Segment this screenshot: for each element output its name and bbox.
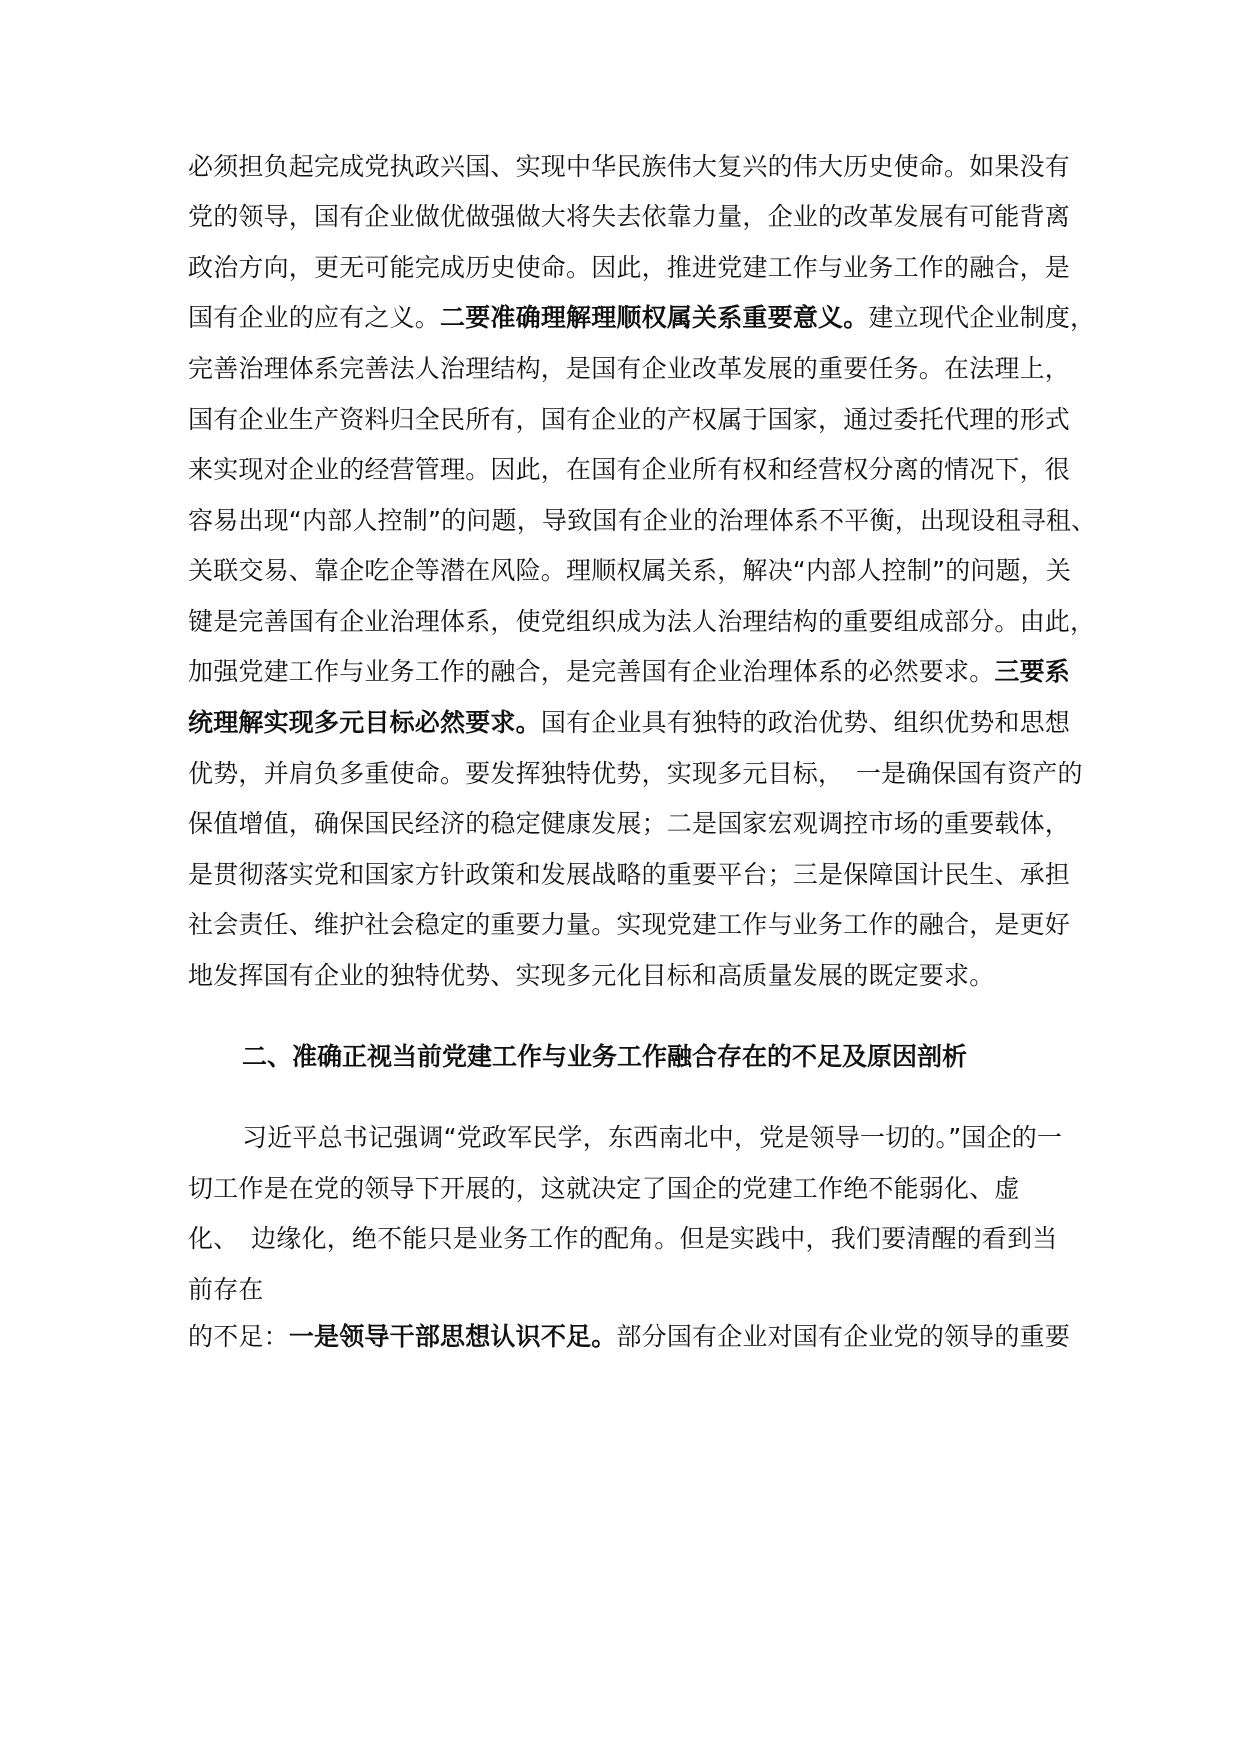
text-span: 国有企业具有独特的政治优势、组织优势和思想 xyxy=(540,708,1071,737)
text-span: 键是完善国有企业治理体系，使党组织成为法人治理结构的重要组成部分。由此， xyxy=(188,607,1096,636)
text-span: 优势，并肩负多重使命。要发挥独特优势，实现多元目标， 一是确保国有资产的 xyxy=(188,759,1083,788)
bold-point: 一是领导干部思想认识不足。 xyxy=(288,1322,617,1351)
text-line xyxy=(188,804,1071,844)
text-span: 的不足： xyxy=(188,1322,289,1351)
text-line xyxy=(188,450,1071,490)
text-span: 容易出现“内部人控制”的问题，导致国有企业的治理体系不平衡，出现设租寻租、 xyxy=(188,506,1097,535)
text-span: 保值增值，确保国民经济的稳定健康发展；二是国家宏观调控市场的重要载体， xyxy=(188,809,1071,838)
text-line xyxy=(188,1317,1071,1357)
text-span: 切工作是在党的领导下开展的，这就决定了国企的党建工作绝不能弱化、虚 xyxy=(188,1174,1020,1203)
text-span: 党的领导，国有企业做优做强做大将失去依靠力量，企业的改革发展有可能背离 xyxy=(188,202,1071,231)
text-span: 必须担负起完成党执政兴国、实现中华民族伟大复兴的伟大历史使命。如果没有 xyxy=(188,152,1071,181)
text-line xyxy=(188,754,1083,794)
text-line xyxy=(188,1169,1068,1209)
text-line xyxy=(188,349,1071,389)
text-span: 政治方向，更无可能完成历史使命。因此，推进党建工作与业务工作的融合，是 xyxy=(188,253,1071,282)
text-line xyxy=(188,400,1071,440)
text-line xyxy=(188,905,1071,945)
text-span: 关联交易、靠企吃企等潜在风险。理顺权属关系，解决“内部人控制”的问题，关 xyxy=(188,556,1072,585)
text-span: 前存在 xyxy=(188,1275,264,1304)
text-span: 化、 边缘化，绝不能只是业务工作的配角。但是实践中，我们要清醒的看到当 xyxy=(188,1224,1058,1253)
text-line xyxy=(188,1219,1068,1259)
text-span: 国有企业生产资料归全民所有，国有企业的产权属于国家，通过委托代理的形式 xyxy=(188,405,1071,434)
text-span: 部分国有企业对国有企业党的领导的重要 xyxy=(616,1322,1071,1351)
text-line xyxy=(188,298,1096,338)
text-line xyxy=(188,147,1071,187)
text-line xyxy=(242,1118,1122,1158)
text-line xyxy=(188,652,1071,692)
text-line xyxy=(188,197,1071,237)
bold-point: 统理解实现多元目标必然要求。 xyxy=(188,708,541,737)
text-span: 来实现对企业的经营管理。因此，在国有企业所有权和经营权分离的情况下，很 xyxy=(188,455,1071,484)
text-line xyxy=(188,855,1071,895)
text-span: 地发挥国有企业的独特优势、实现多元化目标和高质量发展的既定要求。 xyxy=(188,961,995,990)
text-span: 是贯彻落实党和国家方针政策和发展战略的重要平台；三是保障国计民生、承担 xyxy=(188,860,1071,889)
text-span: 习近平总书记强调“党政军民学，东西南北中，党是领导一切的。”国企的一 xyxy=(242,1123,1063,1152)
bold-point: 二要准确理解理顺权属关系重要意义。 xyxy=(440,303,869,332)
text-line xyxy=(188,551,1072,591)
text-span: 完善治理体系完善法人治理结构，是国有企业改革发展的重要任务。在法理上， xyxy=(188,354,1071,383)
bold-point: 三要系 xyxy=(994,657,1071,686)
text-span: 社会责任、维护社会稳定的重要力量。实现党建工作与业务工作的融合，是更好 xyxy=(188,910,1071,939)
text-line xyxy=(188,248,1071,288)
section-heading: 二、准确正视当前党建工作与业务工作融合存在的不足及原因剖析 xyxy=(242,1042,968,1071)
text-line xyxy=(188,703,1071,743)
text-line xyxy=(188,1270,1068,1310)
text-line xyxy=(188,956,1068,996)
text-span: 国有企业的应有之义。 xyxy=(188,303,441,332)
text-line xyxy=(188,501,1097,541)
text-line xyxy=(188,602,1096,642)
text-span: 建立现代企业制度， xyxy=(868,303,1096,332)
text-span: 加强党建工作与业务工作的融合，是完善国有企业治理体系的必然要求。 xyxy=(188,657,995,686)
